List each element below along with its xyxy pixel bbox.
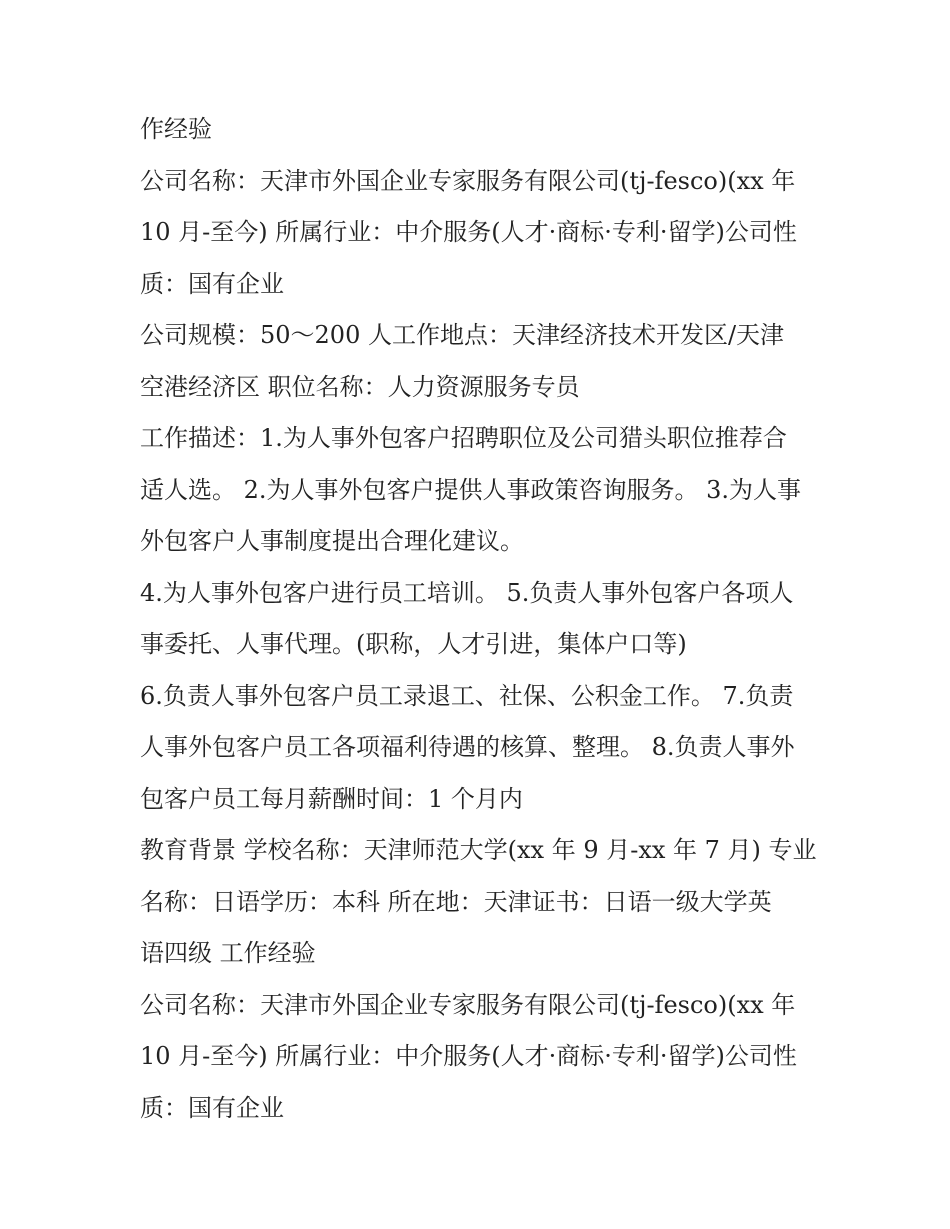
text-line: 质：国有企业 bbox=[140, 269, 284, 298]
text-line: 事委托、人事代理。(职称，人才引进，集体户口等) bbox=[140, 630, 687, 658]
text-line: 4.为人事外包客户进行员工培训。 5.负责人事外包客户各项人 bbox=[140, 578, 794, 607]
document-body bbox=[140, 104, 830, 1134]
text-line: 公司规模：50～200 人工作地点：天津经济技术开发区/天津 bbox=[140, 321, 785, 349]
text-line: 公司名称：天津市外国企业专家服务有限公司(tj-fesco)(xx 年 bbox=[140, 990, 796, 1019]
text-line: 包客户员工每月薪酬时间：1 个月内 bbox=[140, 784, 523, 813]
text-line: 人事外包客户员工各项福利待遇的核算、整理。 8.负责人事外 bbox=[140, 733, 795, 761]
text-line: 教育背景 学校名称：天津师范大学(xx 年 9 月-xx 年 7 月) 专业 bbox=[140, 836, 817, 864]
text-line: 质：国有企业 bbox=[140, 1093, 284, 1122]
text-line: 工作描述：1.为人事外包客户招聘职位及公司猎头职位推荐合 bbox=[140, 424, 787, 452]
text-line: 空港经济区 职位名称：人力资源服务专员 bbox=[140, 372, 580, 401]
text-line: 适人选。 2.为人事外包客户提供人事政策咨询服务。 3.为人事 bbox=[140, 475, 802, 504]
text-line: 外包客户人事制度提出合理化建议。 bbox=[140, 527, 524, 555]
text-line: 公司名称：天津市外国企业专家服务有限公司(tj-fesco)(xx 年 bbox=[140, 166, 796, 195]
text-line: 6.负责人事外包客户员工录退工、社保、公积金工作。 7.负责 bbox=[140, 681, 794, 710]
text-line: 语四级 工作经验 bbox=[140, 939, 316, 967]
text-line: 名称：日语学历：本科 所在地：天津证书：日语一级大学英 bbox=[140, 887, 772, 916]
text-line: 作经验 bbox=[140, 115, 212, 143]
text-line: 10 月-至今) 所属行业：中介服务(人才·商标·专利·留学)公司性 bbox=[140, 1042, 797, 1070]
text-line: 10 月-至今) 所属行业：中介服务(人才·商标·专利·留学)公司性 bbox=[140, 218, 797, 246]
